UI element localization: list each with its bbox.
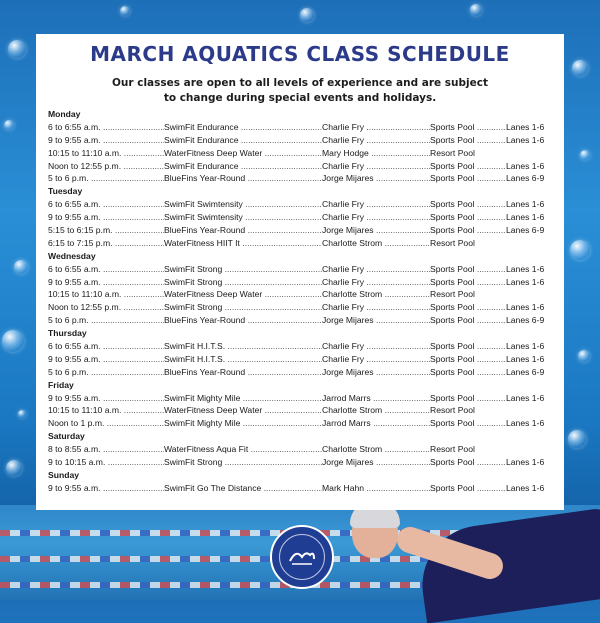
lane-range: Lanes 6-9 xyxy=(506,173,545,184)
class-time: Noon to 1 p.m. ..... xyxy=(48,417,164,430)
class-time: 8 to 8:55 a.m. ..... xyxy=(48,443,164,456)
schedule-row xyxy=(48,482,558,495)
instructor-name: Jorge Mijares ..... xyxy=(322,224,430,237)
class-name: SwimFit Endurance ..... xyxy=(164,121,322,134)
schedule-row xyxy=(48,224,558,237)
schedule-row xyxy=(48,172,558,185)
day-heading: Saturday xyxy=(48,431,85,442)
bubble xyxy=(2,330,24,352)
instructor-name: Charlotte Strom ..... xyxy=(322,237,430,250)
schedule-row xyxy=(48,263,558,276)
club-logo xyxy=(270,525,334,589)
class-name: SwimFit H.I.T.S. ..... xyxy=(164,353,322,366)
bubble xyxy=(120,6,130,16)
class-time: 10:15 to 11:10 a.m. ..... xyxy=(48,288,164,301)
pool-location: Sports Pool ..... xyxy=(430,134,506,147)
schedule-list xyxy=(48,108,558,495)
class-time: 6 to 6:55 a.m. ..... xyxy=(48,263,164,276)
bubble xyxy=(570,240,590,260)
class-time: 9 to 9:55 a.m. ..... xyxy=(48,211,164,224)
class-name: SwimFit Endurance ..... xyxy=(164,134,322,147)
class-time: 9 to 10:15 a.m. ..... xyxy=(48,456,164,469)
class-name: SwimFit Go The Distance ..... xyxy=(164,482,322,495)
schedule-row xyxy=(48,353,558,366)
pool-location: Sports Pool ..... xyxy=(430,172,506,185)
class-name: BlueFins Year-Round ..... xyxy=(164,314,322,327)
class-name: BlueFins Year-Round ..... xyxy=(164,366,322,379)
class-time: Noon to 12:55 p.m. ..... xyxy=(48,301,164,314)
class-time: 9 to 9:55 a.m. ..... xyxy=(48,134,164,147)
class-name: BlueFins Year-Round ..... xyxy=(164,172,322,185)
bubble xyxy=(6,460,22,476)
class-name: SwimFit Strong ..... xyxy=(164,456,322,469)
bubble xyxy=(578,350,590,362)
instructor-name: Charlie Fry ..... xyxy=(322,340,430,353)
instructor-name: Charlie Fry ..... xyxy=(322,301,430,314)
instructor-name: Charlotte Strom ..... xyxy=(322,404,430,417)
instructor-name: Jorge Mijares ..... xyxy=(322,172,430,185)
schedule-row xyxy=(48,366,558,379)
lane-range: Lanes 1-6 xyxy=(506,353,545,364)
schedule-row xyxy=(48,134,558,147)
bubble xyxy=(18,410,26,418)
instructor-name: Jorge Mijares ..... xyxy=(322,366,430,379)
subtitle-line: to change during special events and holidays. xyxy=(163,92,437,104)
lane-range: Lanes 1-6 xyxy=(506,418,545,429)
lane-range: Lanes 6-9 xyxy=(506,225,545,236)
schedule-row xyxy=(48,198,558,211)
bubble xyxy=(300,8,314,22)
schedule-row xyxy=(48,160,558,173)
instructor-name: Mary Hodge ..... xyxy=(322,147,430,160)
schedule-row xyxy=(48,314,558,327)
logo-wave-icon xyxy=(279,534,325,580)
class-time: 5 to 6 p.m. ..... xyxy=(48,366,164,379)
instructor-name: Charlie Fry ..... xyxy=(322,198,430,211)
class-name: WaterFitness Deep Water ..... xyxy=(164,147,322,160)
class-name: BlueFins Year-Round ..... xyxy=(164,224,322,237)
day-heading: Tuesday xyxy=(48,186,83,197)
pool-location: Sports Pool ..... xyxy=(430,456,506,469)
schedule-row xyxy=(48,121,558,134)
lane-range: Lanes 1-6 xyxy=(506,121,545,132)
subtitle-line: Our classes are open to all levels of experience and are subject xyxy=(111,77,489,89)
bubble xyxy=(14,260,28,274)
class-name: SwimFit Strong ..... xyxy=(164,276,322,289)
pool-location: Sports Pool ..... xyxy=(430,366,506,379)
lane-range: Lanes 1-6 xyxy=(506,160,545,171)
schedule-row xyxy=(48,288,558,301)
instructor-name: Charlotte Strom ..... xyxy=(322,443,430,456)
lane-range: Lanes 1-6 xyxy=(506,212,545,223)
instructor-name: Jorge Mijares ..... xyxy=(322,314,430,327)
class-time: 6 to 6:55 a.m. ..... xyxy=(48,121,164,134)
pool-location: Sports Pool ..... xyxy=(430,392,506,405)
schedule-row xyxy=(48,443,558,456)
pool-location: Sports Pool ..... xyxy=(430,263,506,276)
class-name: SwimFit Swimtensity ..... xyxy=(164,198,322,211)
day-heading: Monday xyxy=(48,109,81,119)
instructor-name: Mark Hahn ..... xyxy=(322,482,430,495)
schedule-row xyxy=(48,237,558,250)
schedule-row xyxy=(48,276,558,289)
instructor-name: Jarrod Marrs ..... xyxy=(322,417,430,430)
pool-location: Resort Pool xyxy=(430,405,475,416)
lane-range: Lanes 1-6 xyxy=(506,482,545,493)
pool-location: Sports Pool ..... xyxy=(430,340,506,353)
lane-range: Lanes 1-6 xyxy=(506,457,545,468)
class-name: SwimFit Strong ..... xyxy=(164,301,322,314)
schedule-row xyxy=(48,392,558,405)
class-time: 10:15 to 11:10 a.m. ..... xyxy=(48,404,164,417)
class-time: 9 to 9:55 a.m. ..... xyxy=(48,276,164,289)
lane-range: Lanes 1-6 xyxy=(506,134,545,145)
pool-location: Resort Pool xyxy=(430,237,475,248)
class-name: SwimFit Mighty Mile ..... xyxy=(164,417,322,430)
instructor-name: Charlie Fry ..... xyxy=(322,211,430,224)
pool-location: Sports Pool ..... xyxy=(430,314,506,327)
instructor-name: Charlie Fry ..... xyxy=(322,276,430,289)
lane-range: Lanes 1-6 xyxy=(506,302,545,313)
class-time: 5:15 to 6:15 p.m. ..... xyxy=(48,224,164,237)
day-heading: Wednesday xyxy=(48,250,96,261)
schedule-row xyxy=(48,147,558,160)
lane-range: Lanes 1-6 xyxy=(506,276,545,287)
instructor-name: Charlie Fry ..... xyxy=(322,134,430,147)
class-name: WaterFitness HIIT It ..... xyxy=(164,237,322,250)
schedule-row xyxy=(48,301,558,314)
class-time: 9 to 9:55 a.m. ..... xyxy=(48,482,164,495)
schedule-row xyxy=(48,211,558,224)
page-title: MARCH AQUATICS CLASS SCHEDULE xyxy=(90,42,510,66)
bubble xyxy=(470,4,482,16)
pool-location: Sports Pool ..... xyxy=(430,224,506,237)
pool-location: Sports Pool ..... xyxy=(430,198,506,211)
pool-location: Sports Pool ..... xyxy=(430,353,506,366)
lane-range: Lanes 1-6 xyxy=(506,263,545,274)
instructor-name: Charlie Fry ..... xyxy=(322,121,430,134)
bubble xyxy=(568,430,586,448)
class-time: 5 to 6 p.m. ..... xyxy=(48,314,164,327)
pool-location: Resort Pool xyxy=(430,289,475,300)
class-time: 9 to 9:55 a.m. ..... xyxy=(48,392,164,405)
bubble xyxy=(572,60,588,76)
instructor-name: Charlie Fry ..... xyxy=(322,160,430,173)
class-name: SwimFit Swimtensity ..... xyxy=(164,211,322,224)
instructor-name: Charlotte Strom ..... xyxy=(322,288,430,301)
schedule-row xyxy=(48,340,558,353)
class-time: 5 to 6 p.m. ..... xyxy=(48,172,164,185)
class-name: WaterFitness Deep Water ..... xyxy=(164,288,322,301)
instructor-name: Jarrod Marrs ..... xyxy=(322,392,430,405)
schedule-row xyxy=(48,456,558,469)
class-name: WaterFitness Aqua Fit ..... xyxy=(164,443,322,456)
pool-location: Sports Pool ..... xyxy=(430,211,506,224)
day-heading: Thursday xyxy=(48,328,87,339)
class-time: Noon to 12:55 p.m. ..... xyxy=(48,160,164,173)
subtitle xyxy=(76,76,524,106)
instructor-name: Jorge Mijares ..... xyxy=(322,456,430,469)
schedule-row xyxy=(48,417,558,430)
pool-location: Resort Pool xyxy=(430,147,475,158)
pool-location: Sports Pool ..... xyxy=(430,276,506,289)
schedule-row xyxy=(48,404,558,417)
class-name: WaterFitness Deep Water ..... xyxy=(164,404,322,417)
pool-location: Sports Pool ..... xyxy=(430,160,506,173)
instructor-name: Charlie Fry ..... xyxy=(322,263,430,276)
bubble xyxy=(4,120,14,130)
class-name: SwimFit H.I.T.S. ..... xyxy=(164,340,322,353)
class-name: SwimFit Endurance ..... xyxy=(164,160,322,173)
lane-range: Lanes 6-9 xyxy=(506,366,545,377)
lane-range: Lanes 6-9 xyxy=(506,315,545,326)
lane-range: Lanes 1-6 xyxy=(506,199,545,210)
class-name: SwimFit Strong ..... xyxy=(164,263,322,276)
pool-location: Sports Pool ..... xyxy=(430,482,506,495)
day-heading: Friday xyxy=(48,379,74,390)
day-heading: Sunday xyxy=(48,469,80,480)
class-name: SwimFit Mighty Mile ..... xyxy=(164,392,322,405)
lane-range: Lanes 1-6 xyxy=(506,341,545,352)
schedule-card xyxy=(36,34,564,510)
lane-range: Lanes 1-6 xyxy=(506,392,545,403)
bubble xyxy=(580,150,590,160)
class-time: 10:15 to 11:10 a.m. ..... xyxy=(48,147,164,160)
class-time: 6 to 6:55 a.m. ..... xyxy=(48,340,164,353)
pool-location: Resort Pool xyxy=(430,444,475,455)
class-time: 6 to 6:55 a.m. ..... xyxy=(48,198,164,211)
pool-location: Sports Pool ..... xyxy=(430,301,506,314)
pool-location: Sports Pool ..... xyxy=(430,121,506,134)
instructor-name: Charlie Fry ..... xyxy=(322,353,430,366)
class-time: 6:15 to 7:15 p.m. ..... xyxy=(48,237,164,250)
class-time: 9 to 9:55 a.m. ..... xyxy=(48,353,164,366)
bubble xyxy=(8,40,26,58)
pool-location: Sports Pool ..... xyxy=(430,417,506,430)
